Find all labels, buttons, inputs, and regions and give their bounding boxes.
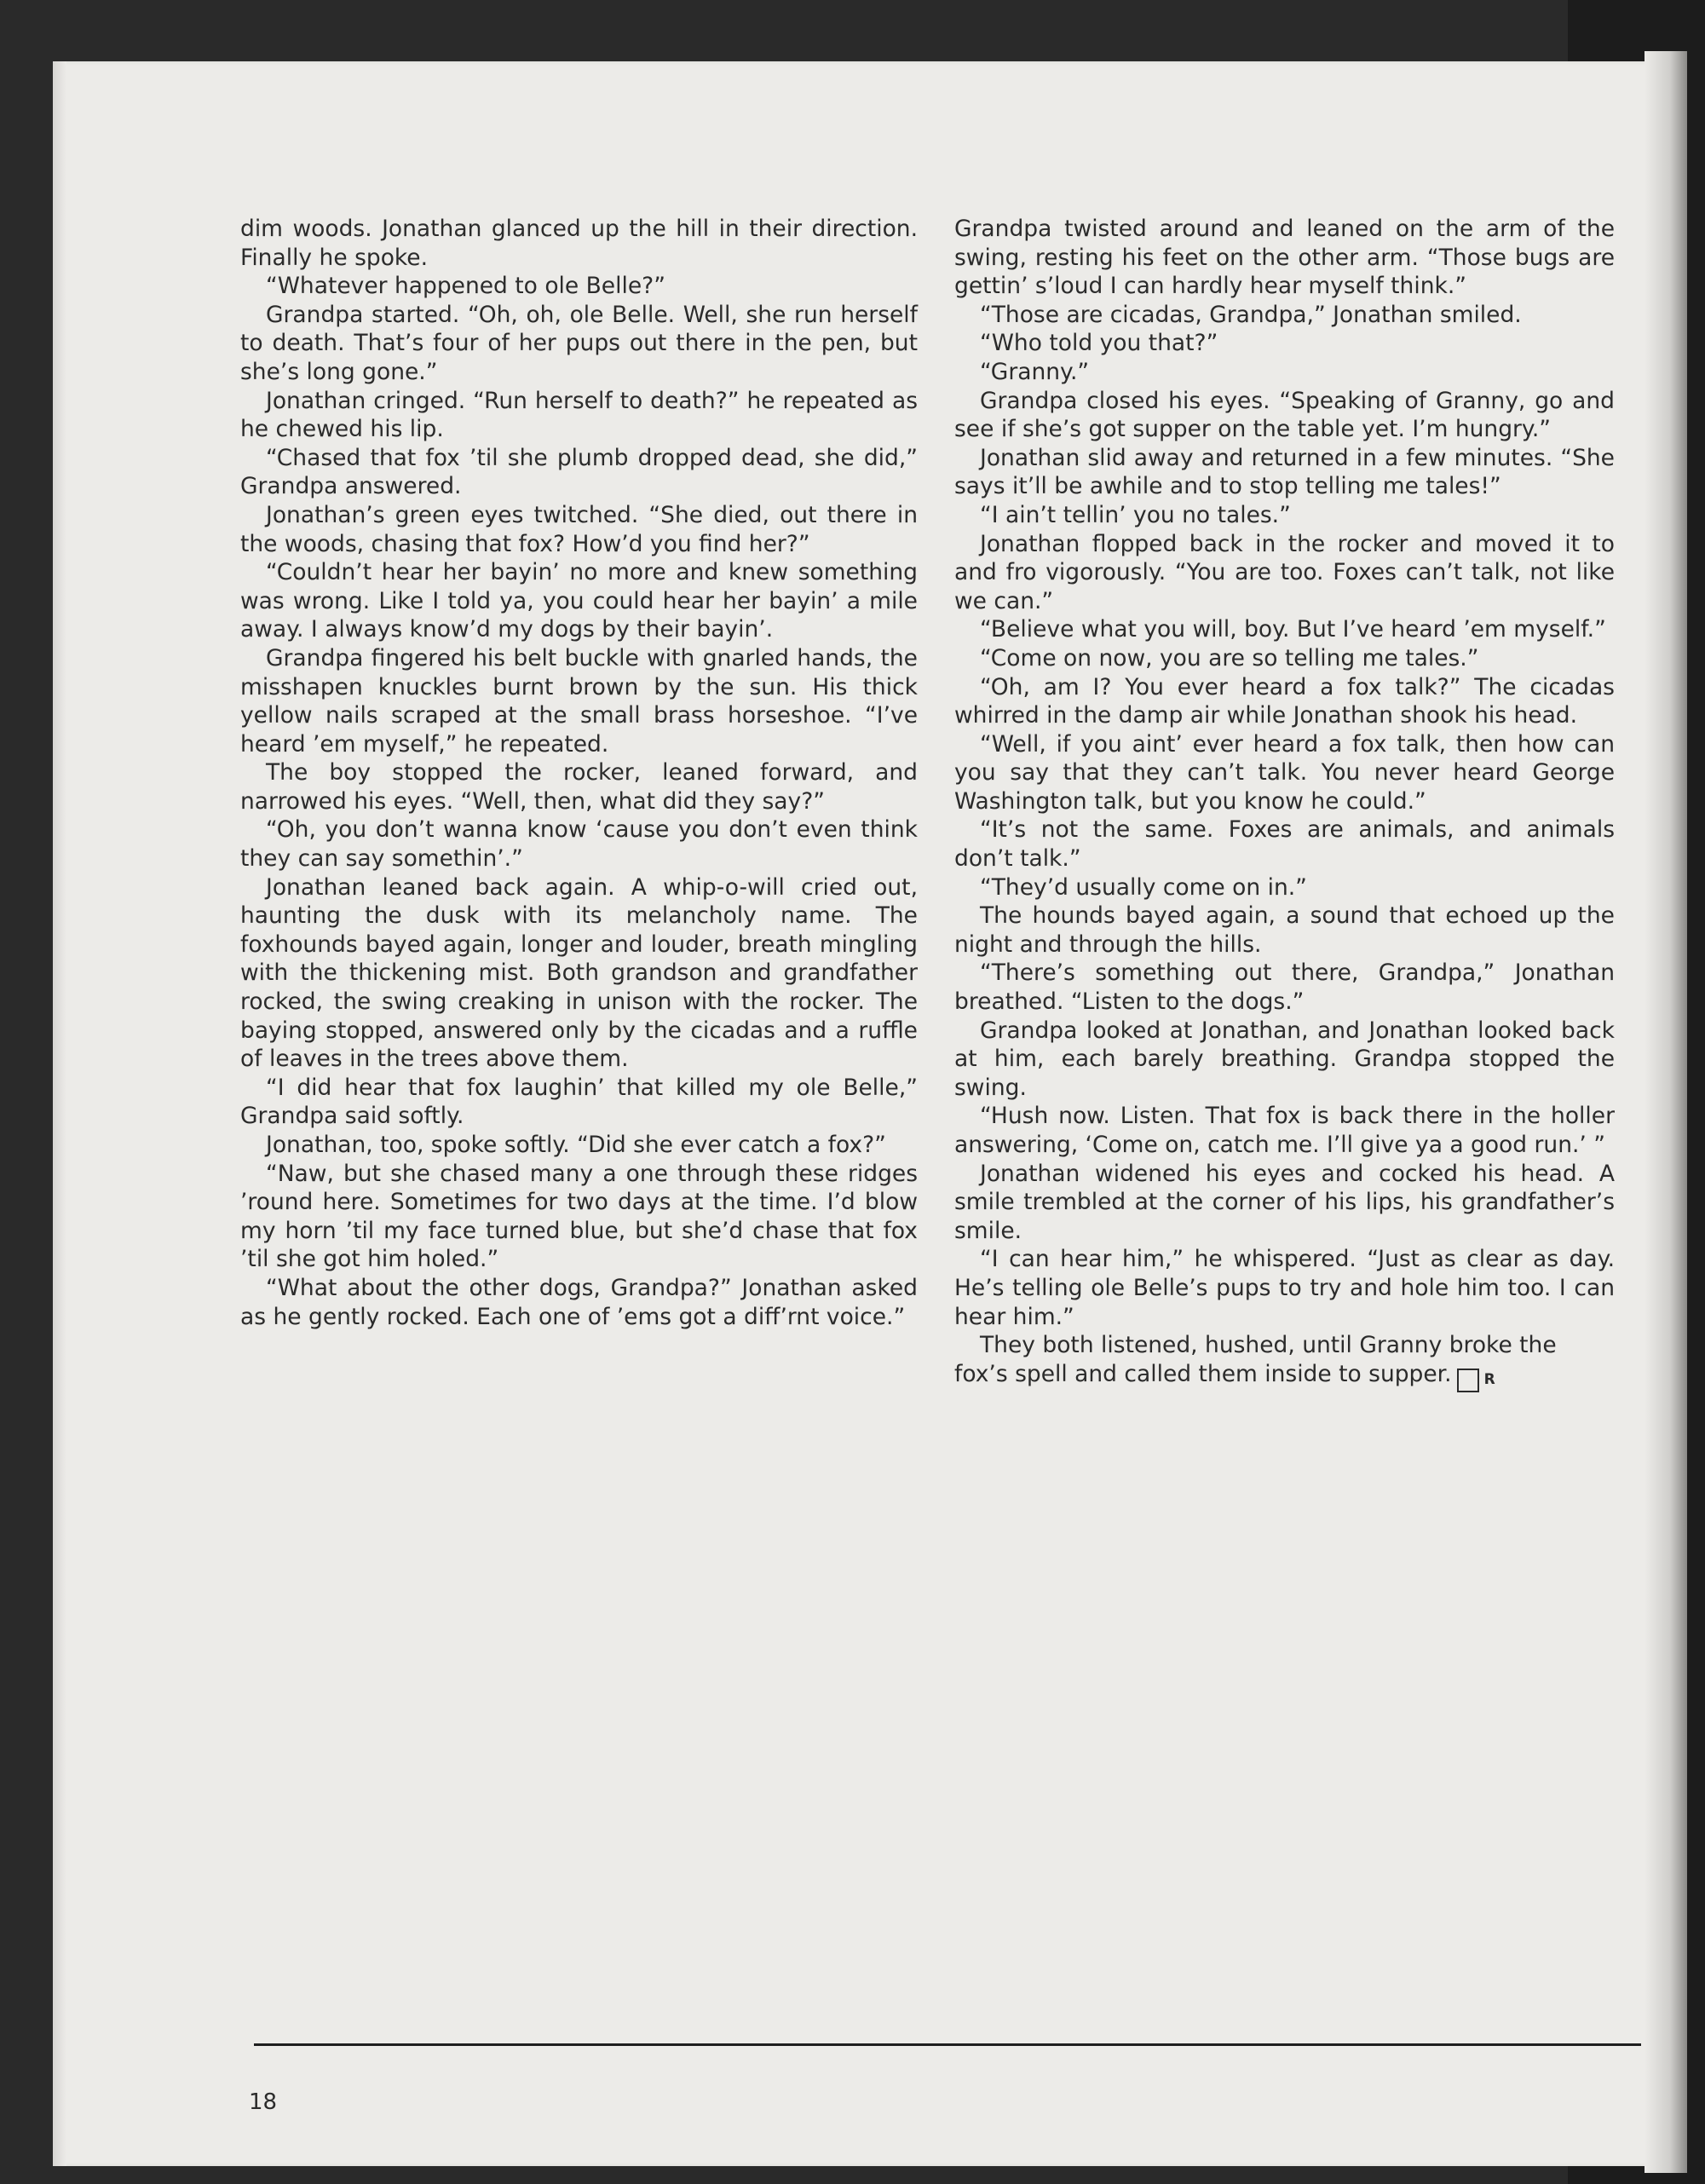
paragraph: “Come on now, you are so telling me tales.” [980, 644, 1479, 671]
paragraph: “There’s something out there, Grandpa,” Jonathan breathed. “Listen to the dogs.” [954, 959, 1615, 1016]
paragraph: Grandpa twisted around and leaned on the arm of the swing, resting his feet on the other arm. “Those bugs are gettin’ s’loud I can hardly hear myself think.” [954, 216, 1615, 300]
paragraph: Jonathan widened his eyes and cocked his head. A smile trembled at the corner of his lips, his grandfather’s smile. [954, 1160, 1615, 1244]
paragraph: “Oh, am I? You ever heard a fox talk?” The cicadas whirred in the damp air while Jonathan shook his head. [954, 673, 1615, 729]
paragraph: “I did hear that fox laughin’ that killed my ole Belle,” Grandpa said softly. [240, 1074, 918, 1130]
paragraph: “Those are cicadas, Grandpa,” Jonathan smiled. [980, 301, 1522, 328]
page-number: 18 [249, 2089, 278, 2115]
paragraph: Grandpa fingered his belt buckle with gnarled hands, the misshapen knuckles burnt brown by the sun. His thick yellow nails scraped at the small brass horseshoe. “I’ve heard ’em myself,” he repeated. [240, 644, 918, 758]
right-text-column [954, 215, 1615, 1392]
footer-rule [254, 2043, 1641, 2046]
paragraph: “Believe what you will, boy. But I’ve heard ’em myself.” [980, 616, 1606, 643]
paragraph: “Oh, you don’t wanna know ‘cause you don’t even think they can say somethin’.” [240, 816, 918, 873]
paragraph: “Whatever happened to ole Belle?” [266, 273, 665, 300]
paragraph: “I can hear him,” he whispered. “Just as clear as day. He’s telling ole Belle’s pups to try and hole him too. I can hear him.” [954, 1246, 1615, 1330]
paragraph: “Hush now. Listen. That fox is back there in the holler answering, ‘Come on, catch me. I’ll give ya a good run.’ ” [954, 1103, 1615, 1158]
paragraph: Jonathan leaned back again. A whip-o-will cried out, haunting the dusk with its melancholy name. The foxhounds bayed again, longer and louder, breath mingling with the thickening mist. Both grandson and grandfather rocked, the swing creaking in unison with the rocker. The baying stopped, answered only by the cicadas and a ruffle of leaves in the trees above them. [240, 873, 918, 1073]
paragraph: The hounds bayed again, a sound that echoed up the night and through the hills. [954, 902, 1615, 958]
paragraph: “Chased that fox ’til she plumb dropped dead, she did,” Grandpa answered. [240, 444, 918, 500]
paragraph: Grandpa looked at Jonathan, and Jonathan looked back at him, each barely breathing. Grandpa stopped the swing. [954, 1017, 1615, 1101]
paragraph: “They’d usually come on in.” [980, 873, 1307, 901]
paragraph: dim woods. Jonathan glanced up the hill in their direction. Finally he spoke. [240, 216, 918, 271]
paragraph: “I ain’t tellin’ you no tales.” [980, 501, 1291, 528]
paragraph: Jonathan, too, spoke softly. “Did she ever catch a fox?” [266, 1132, 886, 1158]
paragraph: Jonathan slid away and returned in a few minutes. “She says it’ll be awhile and to stop telling me tales!” [954, 444, 1615, 500]
paragraph: “Who told you that?” [980, 330, 1218, 357]
paragraph: Jonathan cringed. “Run herself to death?” he repeated as he chewed his lip. [240, 387, 918, 443]
paragraph: “Couldn’t hear her bayin’ no more and knew something was wrong. Like I told ya, you could hear her bayin’ a mile away. I always know’d my dogs by their bayin’. [240, 559, 918, 643]
paragraph: “Well, if you aint’ ever heard a fox talk, then how can you say that they can’t talk. You never heard George Washington talk, but you know he could.” [954, 730, 1615, 815]
paragraph: “What about the other dogs, Grandpa?” Jonathan asked as he gently rocked. Each one of ’ems got a diff’rnt voice.” [240, 1274, 918, 1330]
paragraph: “It’s not the same. Foxes are animals, and animals don’t talk.” [954, 816, 1615, 873]
paragraph: Grandpa closed his eyes. “Speaking of Granny, go and see if she’s got supper on the table yet. I’m hungry.” [954, 387, 1615, 443]
final-paragraph [954, 1331, 1615, 1392]
paragraph: Jonathan’s green eyes twitched. “She died, out there in the woods, chasing that fox? How’d you find her?” [240, 501, 918, 557]
paragraph: Jonathan flopped back in the rocker and moved it to and fro vigorously. “You are too. Foxes can’t talk, not like we can.” [954, 530, 1615, 614]
final-paragraph-text: They both listened, hushed, until Granny broke the fox’s spell and called them inside to supper. [954, 1332, 1557, 1387]
end-of-story-mark: R [1457, 1369, 1479, 1392]
left-text-column [240, 215, 918, 1331]
paragraph: Grandpa started. “Oh, oh, ole Belle. Well, she run herself to death. That’s four of her pups out there in the pen, but she’s long gone.” [240, 301, 918, 385]
page-binding-edge [53, 61, 66, 2166]
page-curl-edge [1645, 51, 1687, 2173]
paragraph: “Naw, but she chased many a one through these ridges ’round here. Sometimes for two days at the time. I’d blow my horn ’til my face turned blue, but she’d chase that fox ’til she got him holed.” [240, 1160, 918, 1273]
paragraph: “Granny.” [980, 358, 1090, 385]
paragraph: The boy stopped the rocker, leaned forward, and narrowed his eyes. “Well, then, what did they say?” [240, 759, 918, 815]
